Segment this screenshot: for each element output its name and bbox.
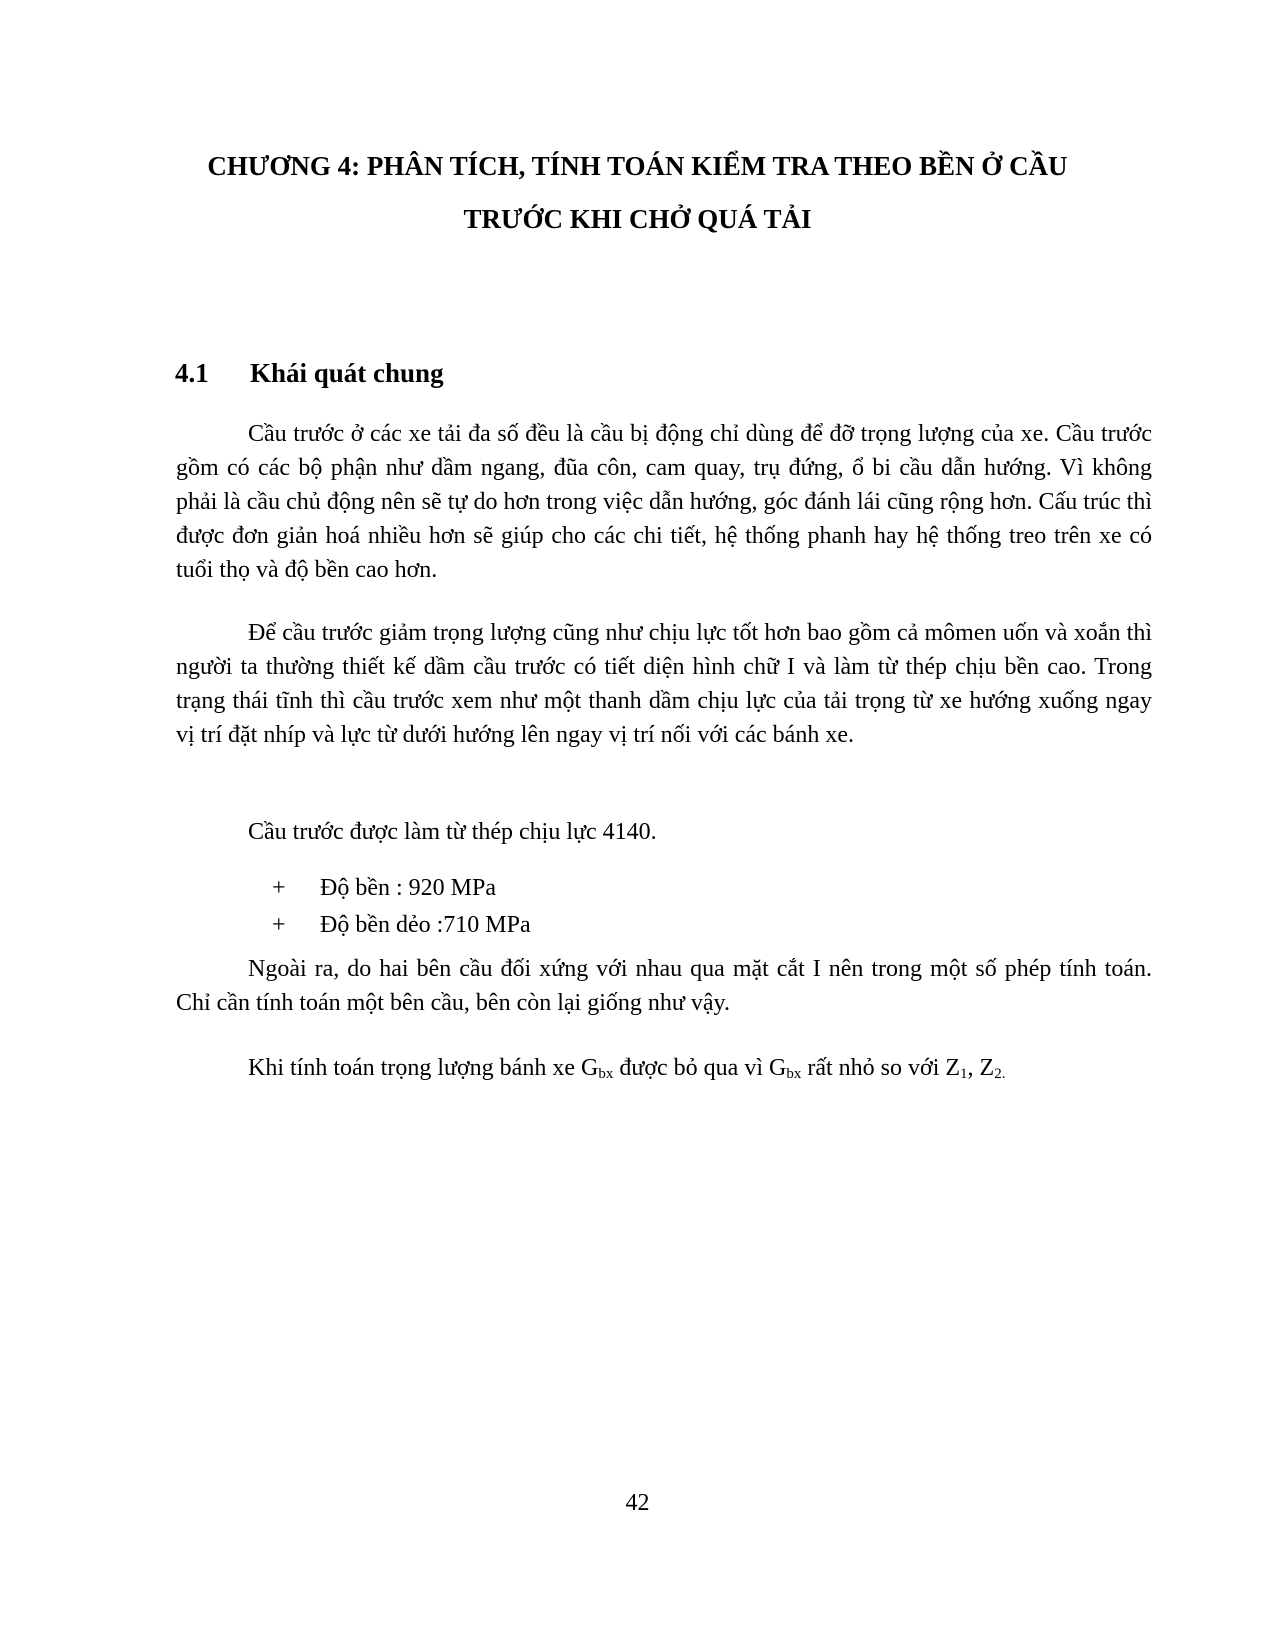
wheel-weight-text-1: Khi tính toán trọng lượng bánh xe G [248, 1055, 599, 1081]
wheel-weight-text-3: rất nhỏ so với Z [801, 1055, 961, 1081]
chapter-title [150, 140, 1125, 246]
paragraph-symmetry: Ngoài ra, do hai bên cầu đối xứng với nhau qua mặt cắt I nên trong một số phép tính toán. Chỉ cần tính toán một bên cầu, bên còn lại giống như vậy. [176, 956, 1152, 1016]
subscript-1: 1 [960, 1066, 968, 1082]
chapter-title-line-1: CHƯƠNG 4: PHÂN TÍCH, TÍNH TOÁN KIỂM TRA THEO BỀN Ở CẦU [207, 151, 1068, 181]
property-strength: Độ bền : 920 MPa [320, 875, 496, 901]
wheel-weight-text-4: , Z [967, 1055, 995, 1081]
subscript-bx-2: bx [786, 1066, 802, 1082]
paragraph-front-axle-overview: Cầu trước ở các xe tải đa số đều là cầu bị động chỉ dùng để đỡ trọng lượng của xe. Cầu trước gồm có các bộ phận như dầm ngang, đũa côn, cam quay, trụ đứng, ổ bi cầu dẫn hướng. Vì không phải là cầu chủ động nên sẽ tự do hơn trong việc dẫn hướng, góc đánh lái cũng rộng hơn. Cấu trúc thì được đơn giản hoá nhiều hơn sẽ giúp cho các chi tiết, hệ thống phanh hay hệ thống treo trên xe có tuổi thọ và độ bền cao hơn. [176, 421, 1152, 583]
section-heading [175, 356, 444, 390]
paragraph-material: Cầu trước được làm từ thép chịu lực 4140. [248, 819, 657, 845]
page-number: 42 [625, 1490, 650, 1516]
bullet-plus: + [272, 912, 286, 938]
section-title: Khái quát chung [250, 358, 444, 388]
chapter-title-line-2: TRƯỚC KHI CHỞ QUÁ TẢI [463, 204, 812, 234]
wheel-weight-text-2: được bỏ qua vì G [613, 1055, 787, 1081]
subscript-2: 2. [994, 1066, 1006, 1082]
paragraph-wheel-weight [176, 1051, 1152, 1085]
section-number: 4.1 [175, 358, 209, 388]
list-item [272, 907, 531, 944]
list-item [272, 870, 531, 907]
bullet-plus: + [272, 875, 286, 901]
material-properties-list [272, 870, 531, 944]
paragraph-beam-design: Để cầu trước giảm trọng lượng cũng như chịu lực tốt hơn bao gồm cả mômen uốn và xoắn thì người ta thường thiết kế dầm cầu trước có tiết diện hình chữ I và làm từ thép chịu bền cao. Trong trạng thái tĩnh thì cầu trước xem như một thanh dầm chịu lực của tải trọng từ xe hướng xuống ngay vị trí đặt nhíp và lực từ dưới hướng lên ngay vị trí nối với các bánh xe. [176, 620, 1152, 748]
subscript-bx-1: bx [598, 1066, 614, 1082]
property-yield-strength: Độ bền dẻo :710 MPa [320, 912, 531, 938]
